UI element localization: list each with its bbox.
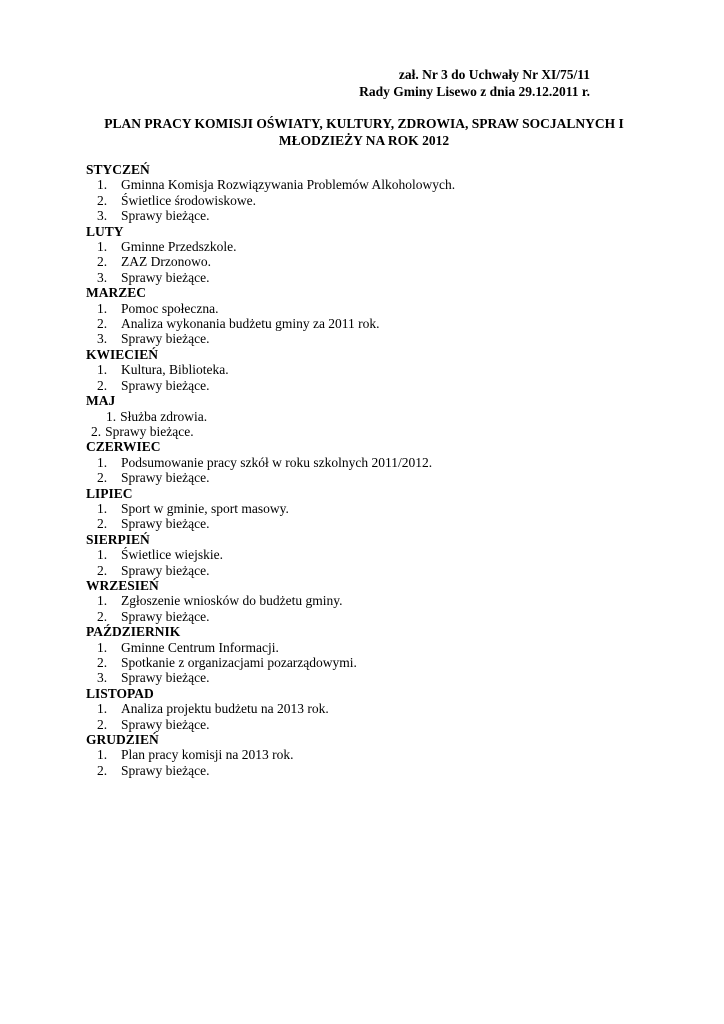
month-title: GRUDZIEŃ — [86, 732, 159, 748]
list-item — [86, 717, 646, 732]
month-title: LIPIEC — [86, 485, 133, 501]
month-section — [86, 162, 646, 224]
item-number: 1. — [97, 747, 108, 763]
list-item — [86, 609, 646, 624]
list-item — [86, 378, 646, 393]
item-text: Analiza projektu budżetu na 2013 rok. — [121, 701, 329, 717]
item-number: 3. — [97, 331, 108, 347]
item-text: Sprawy bieżące. — [121, 208, 210, 224]
item-number: 3. — [97, 670, 108, 686]
month-section — [86, 624, 646, 686]
month-title: MARZEC — [86, 285, 146, 301]
month-title: LUTY — [86, 223, 124, 239]
list-item — [86, 424, 646, 439]
item-number: 1. — [97, 639, 108, 655]
item-text: Gminne Przedszkole. — [121, 239, 237, 255]
item-text: Sprawy bieżące. — [121, 670, 210, 686]
item-number: 1. — [97, 500, 108, 516]
item-text: Plan pracy komisji na 2013 rok. — [121, 747, 294, 763]
month-section — [86, 393, 646, 439]
list-item — [86, 747, 646, 762]
item-number: 2. — [97, 516, 108, 532]
item-text: Analiza wykonania budżetu gminy za 2011 rok. — [121, 316, 380, 332]
list-item — [86, 670, 646, 685]
list-item — [86, 516, 646, 531]
list-item — [86, 455, 646, 470]
month-title: KWIECIEŃ — [86, 346, 159, 362]
item-number: 1. — [97, 593, 108, 609]
month-title: SIERPIEŃ — [86, 531, 150, 547]
month-title: WRZESIEŃ — [86, 577, 159, 593]
month-title: LISTOPAD — [86, 685, 154, 701]
item-text: Sprawy bieżące. — [105, 423, 194, 439]
month-section — [86, 532, 646, 578]
item-number: 2. — [97, 562, 108, 578]
item-text: Sprawy bieżące. — [121, 377, 210, 393]
item-text: Pomoc społeczna. — [121, 300, 219, 316]
month-title: MAJ — [86, 393, 116, 409]
list-item — [86, 563, 646, 578]
item-number: 3. — [97, 208, 108, 224]
month-section — [86, 439, 646, 485]
item-text: Zgłoszenie wniosków do budżetu gminy. — [121, 593, 343, 609]
item-number: 1. — [97, 701, 108, 717]
list-item — [86, 177, 646, 192]
list-item — [86, 501, 646, 516]
item-number: 3. — [97, 269, 108, 285]
item-text: Sprawy bieżące. — [121, 331, 210, 347]
item-number: 1. — [97, 239, 108, 255]
list-item — [86, 316, 646, 331]
list-item — [86, 409, 646, 424]
monthly-plan-list — [86, 162, 646, 778]
item-number: 1. — [97, 547, 108, 563]
item-text: Sprawy bieżące. — [121, 608, 210, 624]
list-item — [86, 193, 646, 208]
item-text: Gminna Komisja Rozwiązywania Problemów Alkoholowych. — [121, 177, 456, 193]
item-text: ZAZ Drzonowo. — [121, 254, 211, 270]
item-text: Gminne Centrum Informacji. — [121, 639, 279, 655]
item-number: 2. — [91, 423, 102, 439]
month-section — [86, 732, 646, 778]
list-item — [86, 301, 646, 316]
item-number: 1. — [97, 362, 108, 378]
item-number: 2. — [97, 377, 108, 393]
item-number: 1. — [97, 177, 108, 193]
list-item — [86, 470, 646, 485]
item-text: Sport w gminie, sport masowy. — [121, 500, 289, 516]
item-text: Sprawy bieżące. — [121, 762, 210, 778]
item-text: Podsumowanie pracy szkół w roku szkolnych 2011/2012. — [121, 454, 433, 470]
list-item — [86, 331, 646, 346]
item-number: 1. — [106, 408, 117, 424]
list-item — [86, 254, 646, 269]
item-text: Sprawy bieżące. — [121, 516, 210, 532]
month-section — [86, 285, 646, 347]
list-item — [86, 763, 646, 778]
item-text: Świetlice środowiskowe. — [121, 192, 256, 208]
header-annex-reference: zał. Nr 3 do Uchwały Nr XI/75/11 — [398, 67, 590, 82]
item-number: 2. — [97, 716, 108, 732]
item-number: 2. — [97, 470, 108, 486]
month-section — [86, 686, 646, 732]
title-line-2: MŁODZIEŻY NA ROK 2012 — [278, 133, 450, 148]
list-item — [86, 640, 646, 655]
item-text: Świetlice wiejskie. — [121, 547, 223, 563]
month-section — [86, 578, 646, 624]
month-section — [86, 224, 646, 286]
item-text: Sprawy bieżące. — [121, 562, 210, 578]
month-title: STYCZEŃ — [86, 162, 150, 177]
list-item — [86, 239, 646, 254]
item-text: Sprawy bieżące. — [121, 269, 210, 285]
item-number: 2. — [97, 254, 108, 270]
item-text: Służba zdrowia. — [120, 408, 208, 424]
title-line-1: PLAN PRACY KOMISJI OŚWIATY, KULTURY, ZDROWIA, SPRAW SOCJALNYCH I — [104, 116, 624, 131]
item-number: 2. — [97, 655, 108, 670]
list-item — [86, 701, 646, 716]
item-text: Sprawy bieżące. — [121, 470, 210, 486]
document-title — [84, 115, 644, 149]
item-text: Spotkanie z organizacjami pozarządowymi. — [121, 655, 357, 670]
item-number: 2. — [97, 762, 108, 778]
list-item — [86, 655, 646, 670]
month-title: CZERWIEC — [86, 439, 161, 455]
list-item — [86, 208, 646, 223]
list-item — [86, 362, 646, 377]
item-number: 2. — [97, 316, 108, 332]
header-council-date: Rady Gminy Lisewo z dnia 29.12.2011 r. — [359, 84, 590, 99]
month-section — [86, 347, 646, 393]
month-title: PAŹDZIERNIK — [86, 624, 181, 640]
document-header — [359, 66, 590, 100]
item-number: 1. — [97, 454, 108, 470]
list-item — [86, 547, 646, 562]
item-number: 2. — [97, 192, 108, 208]
item-number: 1. — [97, 300, 108, 316]
list-item — [86, 270, 646, 285]
month-section — [86, 486, 646, 532]
list-item — [86, 593, 646, 608]
item-text: Sprawy bieżące. — [121, 716, 210, 732]
item-number: 2. — [97, 608, 108, 624]
item-text: Kultura, Biblioteka. — [121, 362, 229, 378]
